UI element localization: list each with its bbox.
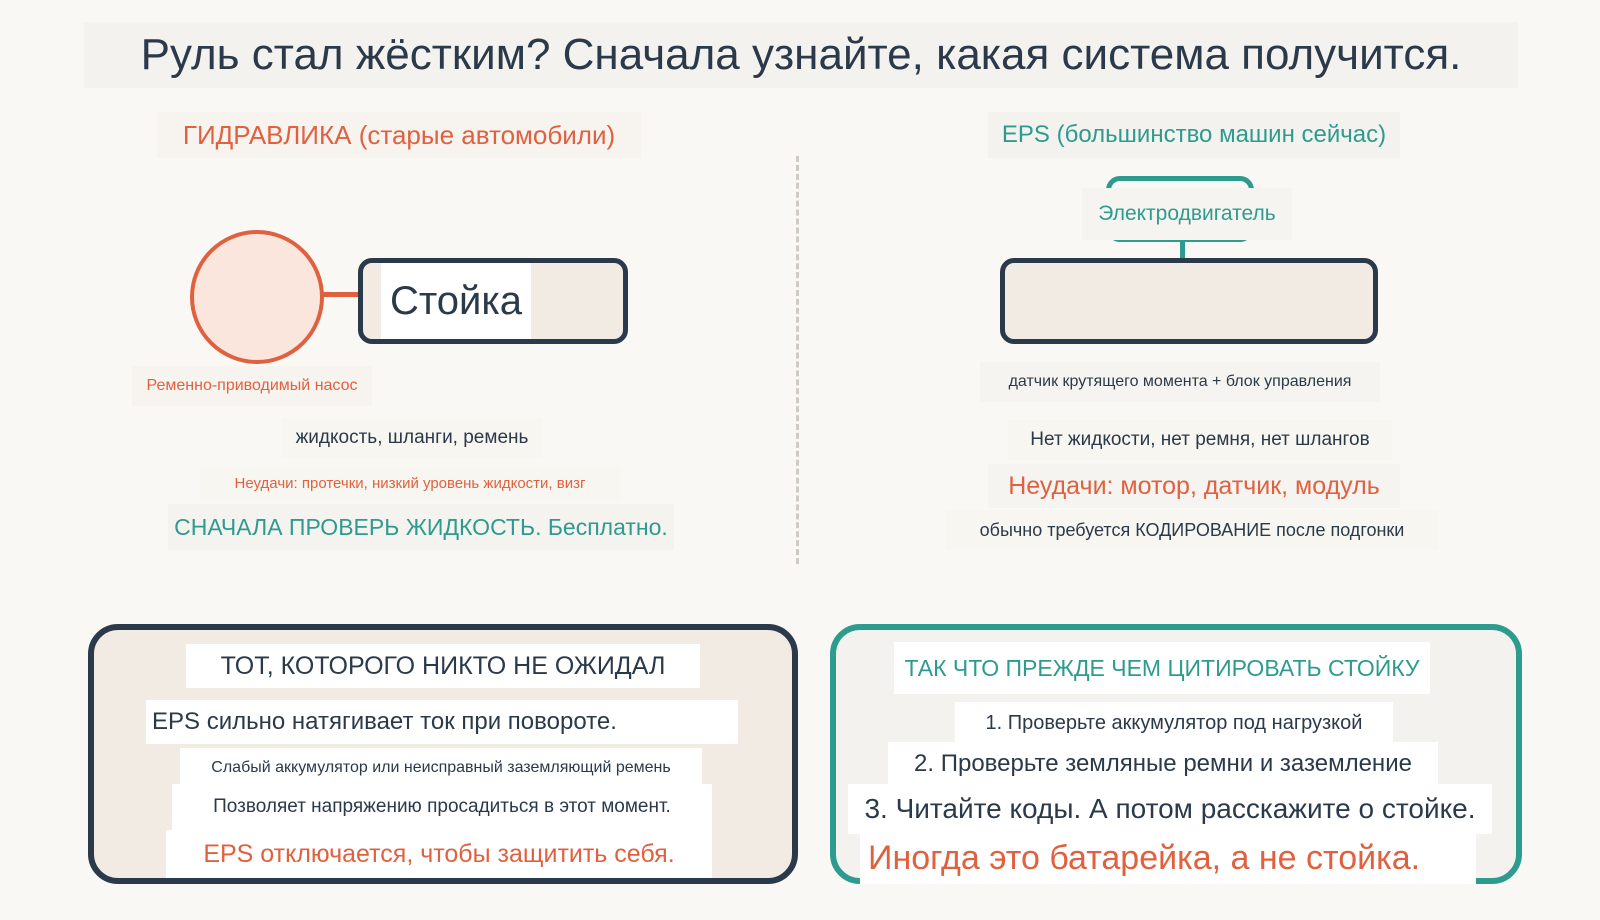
- eps-rack-box: [1000, 258, 1378, 344]
- unexpected-card-line: Слабый аккумулятор или неисправный заземляющий ремень: [180, 748, 702, 788]
- eps-failures: Неудачи: мотор, датчик, модуль: [988, 464, 1400, 508]
- eps-header: EPS (большинство машин сейчас): [988, 112, 1400, 158]
- unexpected-card-line: Позволяет напряжению просадиться в этот момент.: [172, 784, 712, 830]
- motor-label: Электродвигатель: [1082, 188, 1292, 240]
- unexpected-card-title: ТОТ, КОТОРОГО НИКТО НЕ ОЖИДАЛ: [186, 644, 700, 688]
- eps-parts: Нет жидкости, нет ремня, нет шлангов: [1008, 420, 1392, 460]
- page-title: Руль стал жёстким? Сначала узнайте, какая система получится.: [84, 22, 1518, 88]
- checklist-step: 1. Проверьте аккумулятор под нагрузкой: [955, 702, 1393, 744]
- unexpected-card-conclusion: EPS отключается, чтобы защитить себя.: [166, 830, 712, 878]
- column-divider: [796, 156, 799, 564]
- pump-label: Ременно-приводимый насос: [132, 366, 372, 406]
- checklist-conclusion: Иногда это батарейка, а не стойка.: [860, 832, 1476, 884]
- checklist-card-title: ТАК ЧТО ПРЕЖДЕ ЧЕМ ЦИТИРОВАТЬ СТОЙКУ: [894, 642, 1430, 694]
- sensor-label: датчик крутящего момента + блок управления: [980, 362, 1380, 402]
- pump-circle: [190, 230, 324, 364]
- hydraulics-parts: жидкость, шланги, ремень: [282, 418, 542, 458]
- hydraulics-header: ГИДРАВЛИКА (старые автомобили): [157, 112, 641, 158]
- hydraulics-failures: Неудачи: протечки, низкий уровень жидкости, визг: [200, 466, 620, 502]
- hydraulics-tip: СНАЧАЛА ПРОВЕРЬ ЖИДКОСТЬ. Бесплатно.: [168, 504, 674, 550]
- eps-coding-note: обычно требуется КОДИРОВАНИЕ после подгонки: [946, 510, 1438, 550]
- rack-label: Стойка: [381, 263, 531, 339]
- unexpected-card-line: EPS сильно натягивает ток при повороте.: [146, 700, 738, 744]
- checklist-step: 3. Читайте коды. А потом расскажите о стойке.: [848, 784, 1492, 834]
- checklist-step: 2. Проверьте земляные ремни и заземление: [888, 742, 1438, 786]
- pump-connector: [321, 292, 359, 297]
